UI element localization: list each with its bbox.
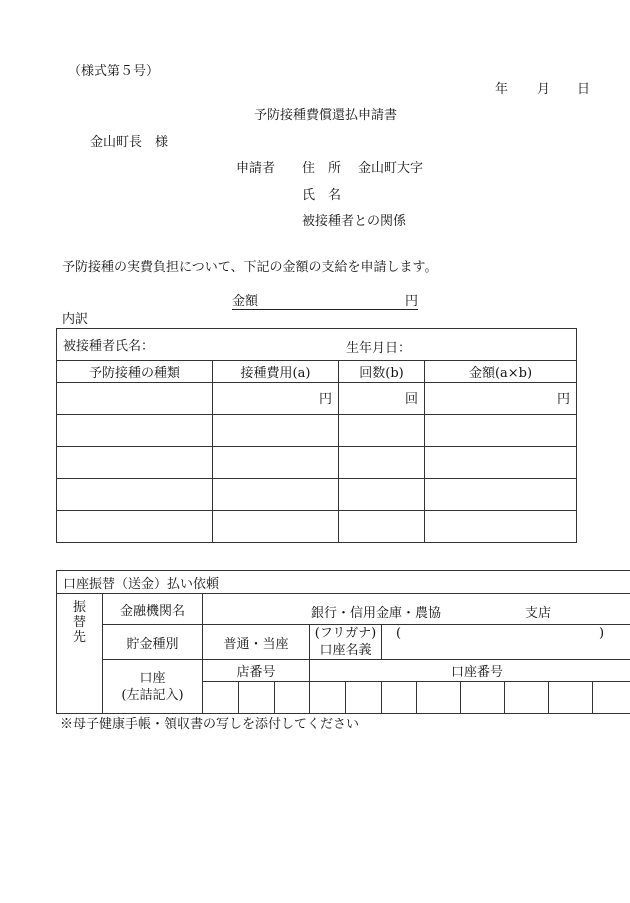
cell-cost[interactable]: [213, 447, 339, 479]
cell-cost[interactable]: [213, 511, 339, 543]
amount-unit: 円: [404, 294, 418, 309]
breakdown-title: 内訳: [62, 312, 89, 327]
table-row: [57, 383, 577, 415]
account-number-label: 口座番号: [310, 660, 630, 682]
paren-close: ): [599, 626, 605, 641]
institution-field[interactable]: [203, 594, 630, 625]
bank-section-title: 口座振替（送金）払い依頼: [57, 571, 630, 594]
account-digit[interactable]: [505, 682, 549, 714]
cell-count[interactable]: 回: [339, 383, 425, 415]
statement-text: 予防接種の実費負担について、下記の金額の支給を申請します。: [62, 260, 438, 275]
birthdate-label: 生年月日：: [346, 341, 412, 356]
form-number: （様式第５号）: [68, 64, 160, 79]
transfer-destination-text: 振替先: [72, 600, 86, 645]
date-month-label: 月: [537, 82, 551, 97]
holder-field[interactable]: [382, 625, 630, 660]
paren-open: (: [396, 626, 402, 641]
cell-vaccine-type[interactable]: [57, 447, 213, 479]
branch-digit[interactable]: [239, 682, 275, 714]
applicant-label: 申請者: [236, 161, 276, 176]
address-value: 金山町大字: [358, 161, 424, 176]
patient-name-label: 被接種者氏名：: [63, 339, 155, 354]
cell-total[interactable]: [425, 447, 577, 479]
date-day-label: 日: [577, 82, 591, 97]
account-digit[interactable]: [593, 682, 630, 714]
table-row: [57, 479, 577, 511]
furigana-label: (フリガナ): [314, 626, 377, 641]
cell-cost[interactable]: [213, 415, 339, 447]
account-label-cell: [103, 660, 203, 714]
account-digit[interactable]: [549, 682, 593, 714]
cell-count[interactable]: [339, 479, 425, 511]
table-row: [57, 447, 577, 479]
cell-total[interactable]: [425, 415, 577, 447]
header-count: 回数(b): [339, 361, 425, 383]
footnote: ※母子健康手帳・領収書の写しを添付してください: [60, 717, 360, 732]
cell-vaccine-type[interactable]: [57, 415, 213, 447]
account-type-label: 貯金種別: [103, 625, 203, 660]
cell-vaccine-type[interactable]: [57, 479, 213, 511]
breakdown-table: [56, 328, 577, 543]
cell-total[interactable]: [425, 511, 577, 543]
account-label: 口座: [139, 670, 166, 686]
account-digit[interactable]: [346, 682, 382, 714]
patient-info-row: [57, 329, 577, 361]
cell-count[interactable]: [339, 415, 425, 447]
cell-count[interactable]: [339, 511, 425, 543]
name-label: 氏 名: [302, 188, 342, 203]
date-year-label: 年: [495, 82, 509, 97]
cell-vaccine-type[interactable]: [57, 383, 213, 415]
branch-digit[interactable]: [275, 682, 310, 714]
cell-total[interactable]: [425, 479, 577, 511]
transfer-destination-label: [57, 594, 103, 714]
header-total: 金額(a×b): [425, 361, 577, 383]
bank-transfer-table: [56, 570, 630, 714]
account-digit[interactable]: [382, 682, 417, 714]
addressee: 金山町長 様: [90, 135, 169, 150]
page-title: 予防接種費償還払申請書: [254, 108, 398, 123]
table-row: [57, 511, 577, 543]
account-note: (左詰記入): [121, 687, 184, 703]
relation-label: 被接種者との関係: [302, 214, 407, 229]
branch-digit[interactable]: [203, 682, 239, 714]
account-digit[interactable]: [461, 682, 505, 714]
branch-number-label: 店番号: [203, 660, 310, 682]
amount-label: 金額: [232, 294, 259, 309]
address-label: 住 所: [302, 161, 342, 176]
cell-total[interactable]: 円: [425, 383, 577, 415]
header-cost: 接種費用(a): [213, 361, 339, 383]
institution-options: 銀行・信用金庫・農協: [311, 606, 442, 621]
account-digit[interactable]: [310, 682, 346, 714]
header-vaccine-type: 予防接種の種類: [57, 361, 213, 383]
table-row: [57, 415, 577, 447]
cell-vaccine-type[interactable]: [57, 511, 213, 543]
cell-count[interactable]: [339, 447, 425, 479]
account-type-options[interactable]: 普通・当座: [203, 625, 310, 660]
holder-label-cell: [310, 625, 382, 660]
institution-label: 金融機関名: [103, 594, 203, 625]
cell-cost[interactable]: [213, 479, 339, 511]
account-digit[interactable]: [417, 682, 461, 714]
cell-cost[interactable]: 円: [213, 383, 339, 415]
amount-line: [232, 294, 418, 310]
holder-label: 口座名義: [319, 643, 372, 658]
branch-label: 支店: [525, 606, 552, 621]
